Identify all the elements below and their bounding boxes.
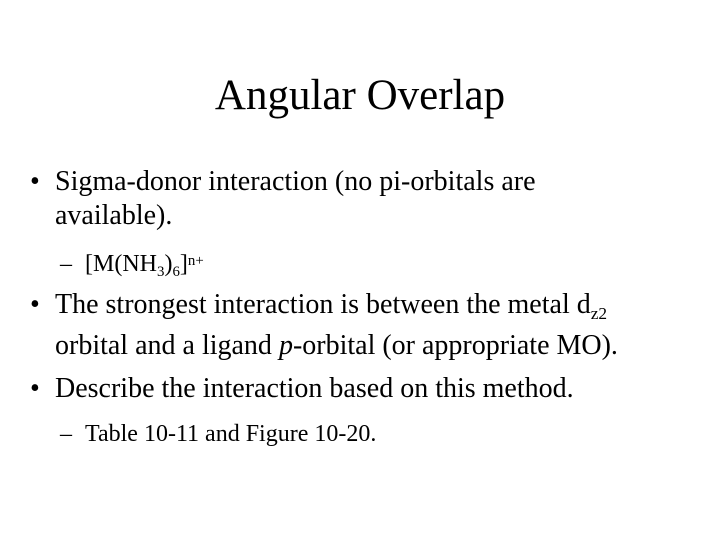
dash-icon: – <box>60 421 72 447</box>
bullet-describe-interaction <box>30 372 710 408</box>
strongest-line2-pre: orbital and a ligand <box>55 330 279 361</box>
bullet-describe-text: Describe the interaction based on this method. <box>55 373 574 404</box>
bullet-strongest-interaction <box>30 288 715 361</box>
bullet-icon: • <box>30 166 40 197</box>
strongest-line1-main: The strongest interaction is between the metal d <box>55 289 591 320</box>
formula-subscript-3: 3 <box>157 263 165 280</box>
subbullet-complex-formula <box>60 250 660 280</box>
bullet-icon: • <box>30 373 40 404</box>
bullet-strongest-line2 <box>55 329 618 363</box>
bullet-sigma-donor-line2: available). <box>55 200 173 231</box>
formula-prefix: [M(NH <box>85 251 157 277</box>
bullet-sigma-donor <box>30 165 710 235</box>
slide-title: Angular Overlap <box>214 72 506 119</box>
formula-bracket: ] <box>179 251 188 277</box>
bullet-icon: • <box>30 289 40 320</box>
formula-subscript-6: 6 <box>172 263 180 280</box>
subbullet-table-figure <box>60 420 660 450</box>
formula-paren: ) <box>164 251 173 277</box>
formula-charge: n+ <box>187 252 204 269</box>
strongest-line2-post: -orbital (or appropriate MO). <box>292 330 618 361</box>
bullet-strongest-line1 <box>55 288 607 322</box>
orbital-subscript: z2 <box>590 303 608 323</box>
complex-formula <box>85 250 204 278</box>
bullet-sigma-donor-line1: Sigma-donor interaction (no pi-orbitals are <box>55 166 536 197</box>
strongest-line2-italic: p <box>278 330 293 361</box>
dash-icon: – <box>60 251 72 277</box>
table-figure-text: Table 10-11 and Figure 10-20. <box>85 421 377 447</box>
